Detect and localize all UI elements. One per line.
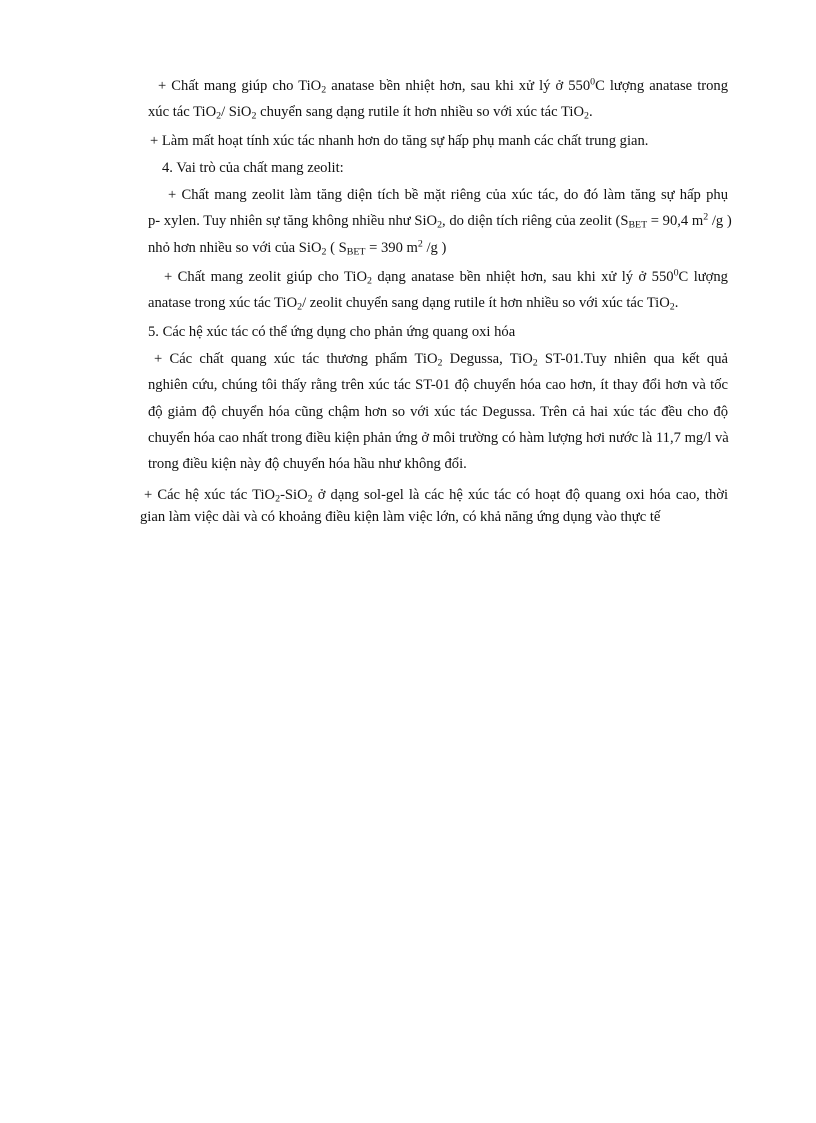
paragraph-catalyst-deactivation [148,128,728,154]
text-line: + Chất mang zeolit giúp cho TiO$_2$ dạng anatase bền nhiệt hơn, sau khi xử lý ở $550^0C$ lượng [164,267,728,287]
text-line: xúc tác TiO$_2$/ SiO$_2$ chuyển sang dạng rutile ít hơn nhiều so với xúc tác TiO$_2$. [148,104,593,122]
text-line: 4. Vai trò của chất mang zeolit: [162,160,344,176]
section-heading-zeolit-role [148,155,728,181]
text-line: + Chất mang zeolit làm tăng diện tích bề mặt riêng của xúc tác, do đó làm tăng sự hấp phụ [168,187,728,203]
text-line: chuyển hóa cao nhất trong điều kiện phản ứng ở môi trường có hàm lượng hơi nước là 11,7 mg/l và [148,429,729,446]
text-line: 5. Các hệ xúc tác có thể ứng dụng cho phản ứng quang oxi hóa [148,324,516,340]
text-line: gian làm việc dài và có khoảng điều kiện làm việc lớn, có khả năng ứng dụng vào thực tế [140,509,661,525]
text-line: độ giảm độ chuyển hóa cũng chậm hơn so với xúc tác Degussa. Trên cả hai xúc tác đều cho độ [148,403,728,420]
text-line: p- xylen. Tuy nhiên sự tăng không nhiều như SiO$_2$, do diện tích riêng của zeolit ($S_{BET} = 90,4$ $m^2$ /g ) [148,211,732,231]
paragraph-anatase-stability-zeolit [148,264,728,317]
text-line: + Làm mất hoạt tính xúc tác nhanh hơn do tăng sự hấp phụ manh các chất trung gian. [150,133,649,149]
text-line: nghiên cứu, chúng tôi thấy rằng trên xúc tác ST-01 độ chuyển hóa cao hơn, ít thay đổi hơn và tốc [148,377,728,394]
paragraph-anatase-stability-sio2 [148,73,728,126]
paragraph-commercial-catalysts [148,346,728,477]
paragraph-zeolit-surface-area [148,182,732,261]
text-line: nhỏ hơn nhiều so với của SiO$_2$ ( $S_{BET} = 390$ $m^2$ /g ) [148,238,447,258]
text-line: trong điều kiện này độ chuyển hóa hầu như không đổi. [148,456,467,473]
paragraph-sol-gel-catalysts [140,484,728,528]
text-line: + Chất mang giúp cho TiO$_2$ anatase bền nhiệt hơn, sau khi xử lý ở $550^0C$ lượng anatase trong [158,76,729,96]
text-line: + Các chất quang xúc tác thương phẩm TiO$_2$ Degussa, TiO$_2$ ST-01.Tuy nhiên qua kết quả [154,351,728,369]
text-line: anatase trong xúc tác TiO$_2$/ zeolit chuyển sang dạng rutile ít hơn nhiều so với xúc tác TiO$_2$. [148,295,679,313]
section-heading-applicable-catalysts [148,319,728,345]
text-line: + Các hệ xúc tác TiO$_2$-SiO$_2$ ở dạng sol-gel là các hệ xúc tác có hoạt độ quang oxi hóa cao, thời [144,487,729,505]
